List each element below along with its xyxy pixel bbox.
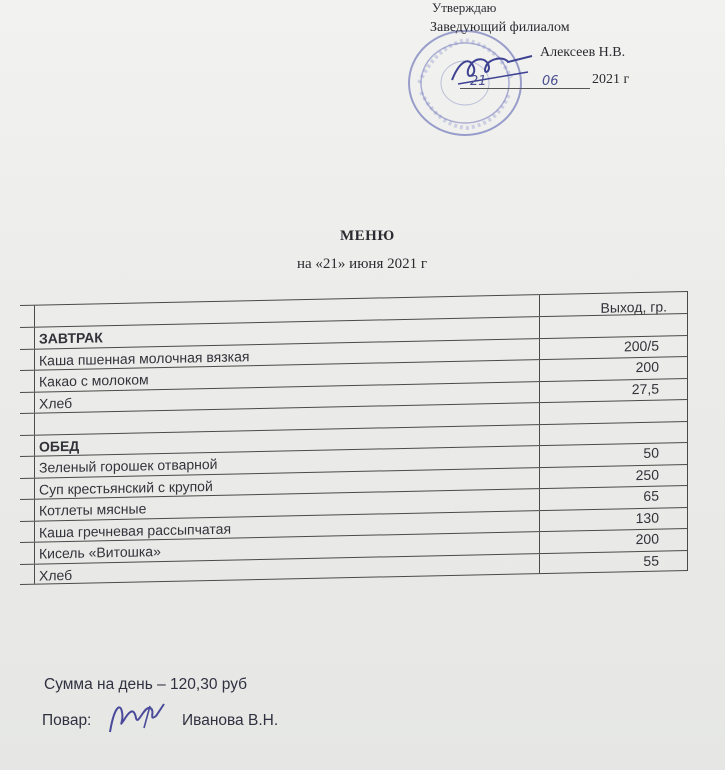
approval-title: Утверждаю: [432, 0, 497, 15]
header-yield-cell: Выход, гр.: [540, 292, 688, 316]
daily-total: Сумма на день – 120,30 руб: [44, 676, 247, 693]
yield-cell: 200: [540, 529, 688, 553]
menu-date: на «21» июня 2021 г: [297, 256, 427, 272]
yield-cell: 55: [540, 551, 688, 574]
dish-name-cell: ОБЕД: [34, 425, 540, 456]
approval-day: 21: [470, 74, 487, 89]
cook-label: Повар:: [42, 712, 92, 729]
yield-cell: 250: [540, 465, 688, 489]
dish-name-cell: Каша пшенная молочная вязкая: [34, 339, 540, 370]
dish-name-cell: Какао с молоком: [34, 360, 540, 391]
approval-name: Алексеев Н.В.: [540, 45, 626, 60]
yield-cell: 65: [540, 486, 688, 510]
dish-name-cell: Котлеты мясные: [34, 489, 540, 520]
dish-name-cell: Хлеб: [34, 382, 540, 413]
menu-title: МЕНЮ: [340, 228, 395, 244]
head-signature-icon: [448, 50, 538, 90]
dish-name-cell: Хлеб: [34, 554, 540, 584]
approval-role: Заведующий филиалом: [430, 20, 570, 35]
yield-cell: 27,5: [540, 379, 688, 403]
yield-cell: 200/5: [540, 336, 688, 360]
date-underline: [460, 88, 590, 89]
menu-table: [20, 291, 688, 605]
dish-name-cell: ЗАВТРАК: [34, 317, 540, 348]
yield-cell: 50: [540, 443, 688, 467]
approval-month: 06: [542, 74, 559, 89]
cook-signature-icon: [104, 698, 174, 740]
approval-year: 2021 г: [592, 72, 630, 87]
dish-name-cell: Каша гречневая рассыпчатая: [34, 511, 540, 542]
yield-cell: 130: [540, 508, 688, 532]
dish-name-cell: Зеленый горошек отварной: [34, 446, 540, 477]
dish-name-cell: Суп крестьянский с крупой: [34, 468, 540, 499]
dish-name-cell: Кисель «Витошка»: [34, 532, 540, 563]
yield-cell: 200: [540, 357, 688, 381]
cook-name: Иванова В.Н.: [182, 712, 279, 729]
